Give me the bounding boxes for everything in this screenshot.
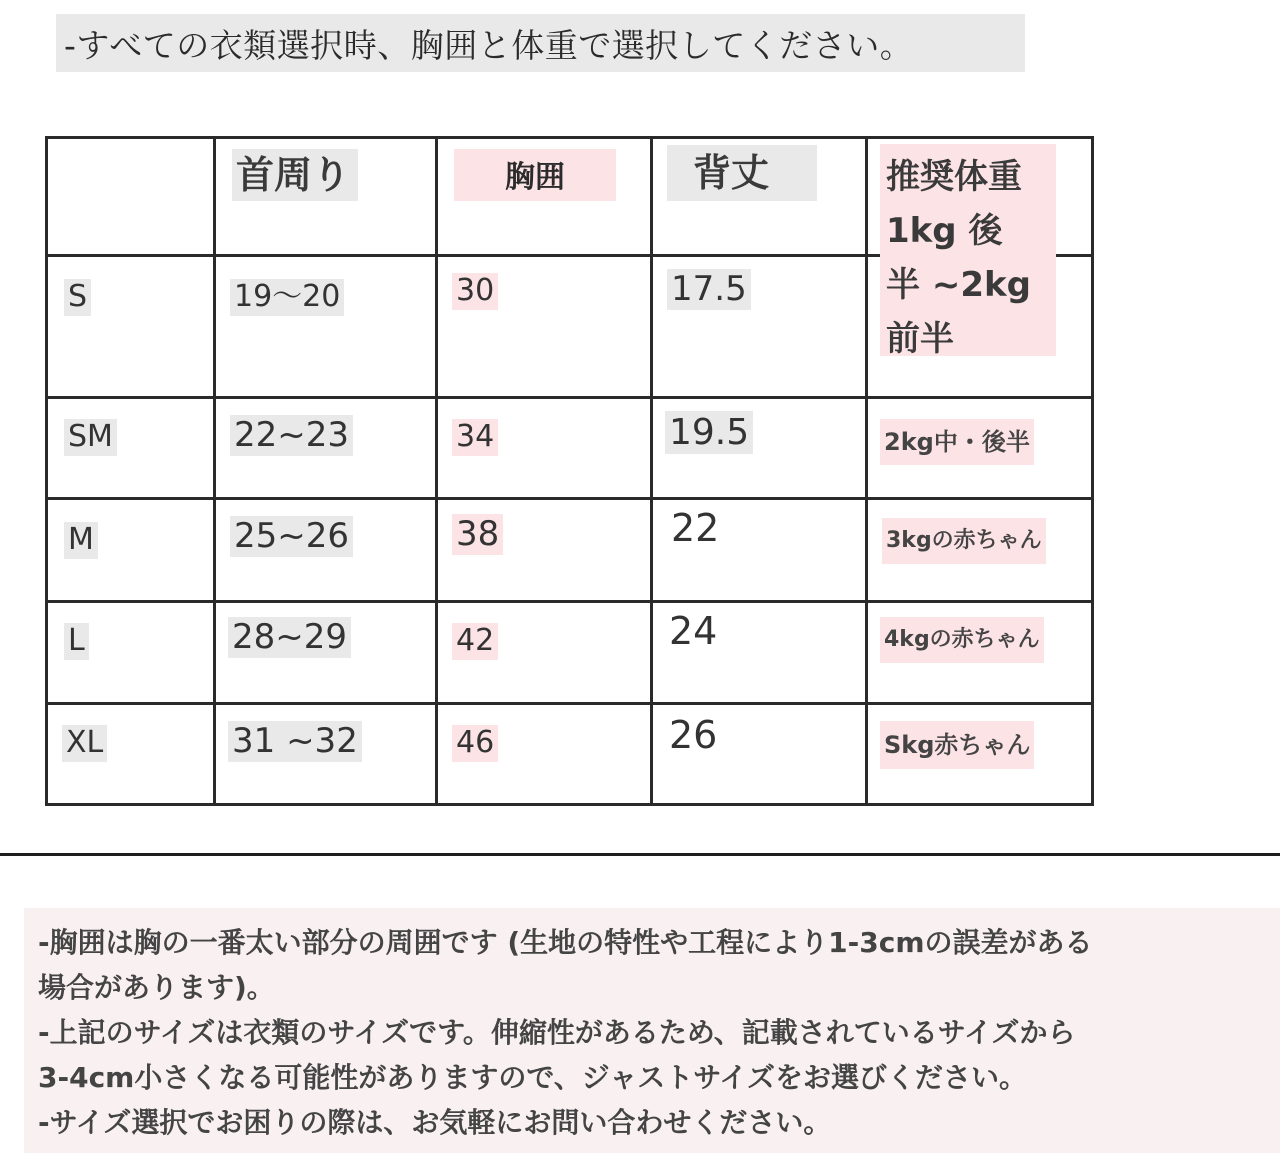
notes-section bbox=[24, 908, 1280, 1153]
table-row bbox=[47, 704, 1093, 805]
cell-weight bbox=[867, 704, 1093, 805]
cell-weight bbox=[867, 499, 1093, 602]
table-row bbox=[47, 398, 1093, 499]
header-cell-empty bbox=[47, 138, 215, 256]
header-cell-length bbox=[652, 138, 867, 256]
recommended-weight-line: 1kg 後 bbox=[886, 211, 1003, 251]
note-line: -胸囲は胸の一番太い部分の周囲です (生地の特性や工程により1-3cmの誤差がある bbox=[38, 926, 1093, 959]
cell-neck bbox=[215, 602, 437, 704]
chest-value: 46 bbox=[452, 725, 498, 762]
weight-value: 2kg中・後半 bbox=[880, 419, 1034, 465]
size-label: SM bbox=[64, 419, 117, 456]
cell-length bbox=[652, 499, 867, 602]
cell-weight bbox=[867, 602, 1093, 704]
cell-neck bbox=[215, 704, 437, 805]
recommended-weight-header bbox=[880, 144, 1056, 359]
cell-size bbox=[47, 398, 215, 499]
table-row bbox=[47, 602, 1093, 704]
cell-length bbox=[652, 256, 867, 398]
cell-neck bbox=[215, 398, 437, 499]
cell-weight bbox=[867, 398, 1093, 499]
cell-chest bbox=[437, 398, 652, 499]
size-label: S bbox=[64, 279, 91, 316]
size-label: M bbox=[64, 522, 98, 559]
cell-length bbox=[652, 704, 867, 805]
cell-size bbox=[47, 499, 215, 602]
cell-size bbox=[47, 602, 215, 704]
cell-length bbox=[652, 602, 867, 704]
cell-neck bbox=[215, 256, 437, 398]
weight-value: 4kgの赤ちゃん bbox=[880, 617, 1044, 663]
header-chest: 胸囲 bbox=[454, 149, 616, 201]
table-row bbox=[47, 499, 1093, 602]
note-line: 3-4cm小さくなる可能性がありますので、ジャストサイズをお選びください。 bbox=[38, 1061, 1028, 1094]
size-label: XL bbox=[62, 725, 107, 762]
note-line: -サイズ選択でお困りの際は、お気軽にお問い合わせください。 bbox=[38, 1106, 832, 1139]
note-line: -上記のサイズは衣類のサイズです。伸縮性があるため、記載されているサイズから bbox=[38, 1016, 1076, 1049]
length-value: 22 bbox=[671, 506, 720, 550]
cell-chest bbox=[437, 704, 652, 805]
recommended-weight-line: 前半 bbox=[886, 319, 954, 359]
cell-size bbox=[47, 704, 215, 805]
cell-length bbox=[652, 398, 867, 499]
top-note: -すべての衣類選択時、胸囲と体重で選択してください。 bbox=[56, 14, 1025, 72]
header-neck: 首周り bbox=[232, 149, 358, 201]
cell-neck bbox=[215, 499, 437, 602]
note-line: 場合があります)。 bbox=[38, 971, 275, 1004]
length-value: 24 bbox=[669, 609, 718, 653]
neck-value: 25~26 bbox=[230, 516, 353, 557]
length-value: 17.5 bbox=[667, 269, 751, 310]
neck-value: 19～20 bbox=[230, 279, 344, 316]
header-cell-chest bbox=[437, 138, 652, 256]
header-length: 背丈 bbox=[667, 145, 817, 201]
recommended-weight-line: 推奨体重 bbox=[886, 157, 1022, 197]
chest-value: 38 bbox=[452, 514, 503, 555]
weight-value: 3kgの赤ちゃん bbox=[882, 518, 1046, 564]
header-cell-neck bbox=[215, 138, 437, 256]
cell-chest bbox=[437, 602, 652, 704]
recommended-weight-line: 半 ~2kg bbox=[886, 265, 1031, 305]
neck-value: 31 ~32 bbox=[228, 721, 362, 762]
cell-chest bbox=[437, 499, 652, 602]
neck-value: 22~23 bbox=[230, 415, 353, 456]
section-divider bbox=[0, 853, 1280, 856]
size-label: L bbox=[64, 623, 89, 660]
chest-value: 42 bbox=[452, 623, 498, 660]
weight-value: Skg赤ちゃん bbox=[880, 721, 1034, 769]
length-value: 19.5 bbox=[665, 411, 753, 454]
chest-value: 30 bbox=[452, 273, 498, 310]
cell-chest bbox=[437, 256, 652, 398]
neck-value: 28~29 bbox=[228, 617, 351, 658]
length-value: 26 bbox=[669, 713, 718, 757]
cell-size bbox=[47, 256, 215, 398]
chest-value: 34 bbox=[452, 419, 498, 456]
